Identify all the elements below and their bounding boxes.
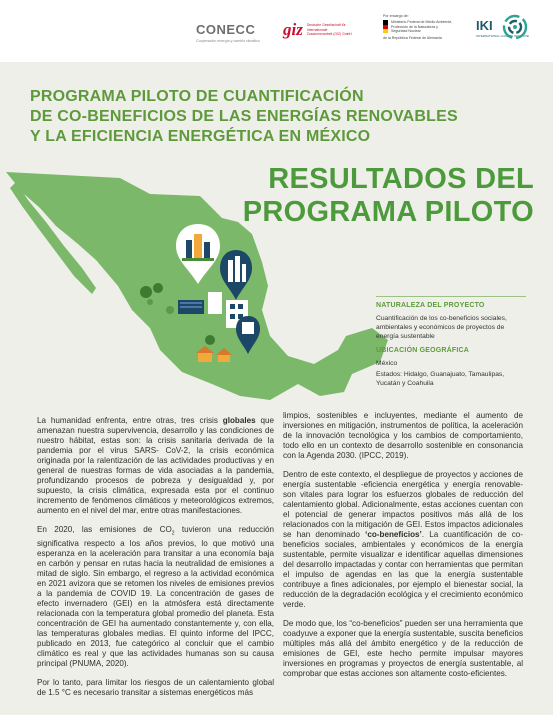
program-title-line-1: PROGRAMA PILOTO DE CUANTIFICACIÓN xyxy=(30,88,364,105)
info-divider xyxy=(376,296,526,297)
body-text: La humanidad enfrenta, entre otras, tres crisis xyxy=(37,416,223,425)
location-states: Estados: Hidalgo, Guanajuato, Tamaulipas, Yucatán y Coahuila xyxy=(376,371,505,387)
body-text: tuvieron una reducción significativa respecto a los años previos, lo que motivó una esperanza en la aceleración para transitar a una economía baja en carbón y pensar en rutas hacia la neutralidad de emisiones a mitad de siglo. Sin embargo, el regreso a la actividad económica en 2021 avizora que se retomen los niveles de emisiones previos a la pandemia de COVID 19. La concentración de gases de efecto invernadero (GEI) en la atmósfera está directamente relacionada con la temperatura global promedio del planeta. Esta concentración de GEI ha aumentado constantemente y, con ella, las temperaturas globales medias. El quinto informe del IPCC, publicado en 2013, fue categórico al concluir que el cambio climático es real y que las actividades humanas son su causa principal (PNUMA, 2020). xyxy=(37,525,274,668)
conecc-logo xyxy=(196,22,260,43)
body-emphasis: globales xyxy=(222,416,256,425)
body-paragraph-3: Por lo tanto, para limitar los riesgos de un calentamiento global de 1.5 °C es necesario transitar a sistemas energéticos más xyxy=(37,677,274,697)
giz-logo xyxy=(283,20,353,40)
iki-logo xyxy=(476,18,530,38)
body-paragraph-6: De modo que, los “co-beneficios” pueden ser una herramienta que coadyuve a exponer que la energía sustentable, suscita beneficios múltiples más allá del ámbito energético y de la reducción de emisiones de GEI, este hecho permite impulsar mayores inversiones en programas y proyectos de energía sustentable, al comprobar que estas acciones son altamente costo-eficientes. xyxy=(283,619,523,678)
bmu-republic-label: de la República Federal de Alemania xyxy=(383,35,442,40)
body-text: . La cuantificación de co-beneficios sociales, ambientales y económicos de la energía sustentable, permite visualizar e identificar aquellas dimensiones del desarrollo impactadas y contar con herramientas que permitan el impulso de agendas en las que la energía sustentable contribuye a fines adicionales, por ejemplo el bienestar social, la reducción de la degradación ecológica y el crecimiento económico verde. xyxy=(283,530,523,609)
body-paragraph-5 xyxy=(283,470,523,610)
body-column-right xyxy=(283,411,523,688)
program-title xyxy=(30,87,500,147)
body-emphasis: ‘co-beneficios’ xyxy=(365,530,422,539)
project-nature-label: NATURALEZA DEL PROYECTO xyxy=(376,302,485,309)
bmu-commission-label: Por encargo de: xyxy=(383,14,409,18)
body-paragraph-4: limpios, sostenibles e incluyentes, mediante el aumento de inversiones en mitigación, instrumentos de política, la aceleración de la innovación tecnológica y los cambios de comportamiento, todo ello en un contexto de desarrollo sostenible en consonancia con la Agenda 2030. (IPCC, 2019). xyxy=(283,411,523,460)
bmu-logo xyxy=(383,14,453,40)
location-country: México xyxy=(376,360,398,367)
program-title-line-3: Y LA EFICIENCIA ENERGÉTICA EN MÉXICO xyxy=(30,128,371,145)
logo-header xyxy=(0,0,553,62)
bmu-ministry-name: Ministerio Federal de Medio Ambiente, Protección de la Naturaleza y Seguridad Nuclear xyxy=(391,20,453,34)
body-text: que amenazan nuestra supervivencia, desarrollo y las condiciones de nuestro hábitat, estas son: la crisis sanitaria derivada de la pandemia por el virus SARS- CoV-2, la crisis económica originada por la ralentización de las actividades productivas y en general de nuestras formas de vida asociadas a la pandemia, profundizando procesos de pobreza y desigualdad y, por supuesto, la crisis climática, expresada esta por el continuo incremento de fenómenos climáticos y meteorológicos extremos, aumento en el nivel del mar, entre otras manifestaciones. xyxy=(37,416,274,515)
conecc-subtitle: Cooperación energía y cambio climático xyxy=(196,39,260,43)
body-paragraph-2 xyxy=(37,525,274,669)
program-title-line-2: DE CO-BENEFICIOS DE LAS ENERGÍAS RENOVABLES xyxy=(30,108,458,125)
body-text: En 2020, las emisiones de CO xyxy=(37,525,172,534)
results-heading-line-2: PROGRAMA PILOTO xyxy=(242,196,534,228)
project-nature-text: Cuantificación de los co-beneficios sociales, ambientales y económicos de proyectos de energía sustentable xyxy=(376,315,507,340)
iki-wordmark: IKI xyxy=(476,18,493,33)
results-heading xyxy=(238,163,534,229)
co2-subscript: 2 xyxy=(171,530,175,537)
giz-wordmark: giz xyxy=(283,20,303,39)
results-heading-line-1: RESULTADOS DEL xyxy=(268,163,534,195)
body-paragraph-1 xyxy=(37,416,274,516)
body-column-left xyxy=(37,416,274,707)
giz-fullname: Deutsche Gesellschaft für Internationale Zusammenarbeit (GIZ) GmbH xyxy=(306,23,352,37)
project-info-box xyxy=(376,296,526,388)
iki-subtitle: INTERNATIONAL CLIMATE INITIATIVE xyxy=(476,34,530,38)
conecc-wordmark: CONECC xyxy=(196,22,256,37)
iki-ring-icon xyxy=(502,14,528,40)
location-label: UBICACIÓN GEOGRÁFICA xyxy=(376,347,470,354)
body-text: Dentro de este contexto, el despliegue de proyectos y acciones de energía sustentable -eficiencia energética y energía renovable- son vitales para lograr los esfuerzos globales de reducción del calentamiento global. Adicionalmente, estas acciones cuentan con el potencial de generar impactos positivos más allá de los relacionados con la mitigación de GEI. Estos impactos adicionales se han denominado xyxy=(283,470,523,539)
german-flag-icon xyxy=(383,20,388,33)
